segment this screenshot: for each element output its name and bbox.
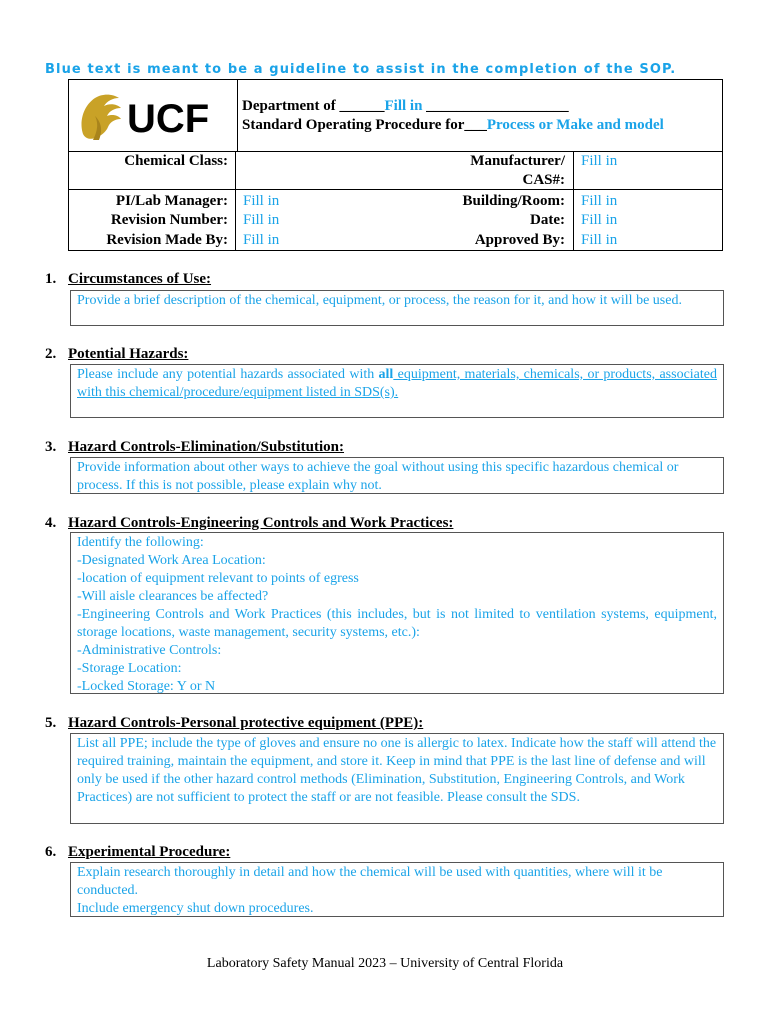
section-2-title: 2. Potential Hazards: [45,346,189,362]
revision-by-value[interactable]: Fill in [243,232,280,248]
pi-label: PI/Lab Manager: [115,193,228,209]
pi-value[interactable]: Fill in [243,193,280,209]
date-value[interactable]: Fill in [581,212,618,228]
logo-cell [69,80,238,151]
section-5-box[interactable]: List all PPE; include the type of gloves and ensure no one is allergic to latex. Indicate how the staff will attend the required training, maintain the equipment, and store it. Keep in mind that PPE is the last line of defense and will only be used if the other hazard control methods (Elimination, Substitution, Engineering Controls, and Work Practices) are not sufficient to protect the staff or are not feasible. Please consult the SDS. [70,733,724,824]
manufacturer-label: Manufacturer/ [470,153,565,169]
title-cell [237,80,722,151]
section-4-box[interactable]: Identify the following: -Designated Work Area Location: -location of equipment relevant to points of egress -Will aisle clearances be affected? -Engineering Controls and Work Practices (this includes, but is not limited to ventilation systems, equipment, storage locations, waste management, security systems, etc.): -Administrative Controls: -Storage Location: -Locked Storage: Y or N [70,532,724,694]
section-6-title: 6. Experimental Procedure: [45,844,231,860]
page-footer: Laboratory Safety Manual 2023 – University of Central Florida [206,956,564,971]
section-1-box[interactable]: Provide a brief description of the chemical, equipment, or process, the reason for it, and how it will be used. [70,290,724,326]
ucf-logo [77,88,227,144]
svg-text:UCF: UCF [127,97,210,141]
section-5-title: 5. Hazard Controls-Personal protective equipment (PPE): [45,715,424,731]
chemical-class-label: Chemical Class: [124,153,228,169]
building-value[interactable]: Fill in [581,193,618,209]
approved-label: Approved By: [474,232,565,248]
cas-label: CAS#: [522,172,565,188]
date-label: Date: [530,212,565,228]
building-label: Building/Room: [462,193,565,209]
manufacturer-value[interactable]: Fill in [581,153,618,169]
department-fill[interactable]: Fill in [384,98,423,114]
section-4-title: 4. Hazard Controls-Engineering Controls and Work Practices: [45,515,454,531]
pegasus-icon [82,95,122,140]
section-2-box[interactable]: Please include any potential hazards associated with all equipment, materials, chemicals, or products, associated with this chemical/procedure/equipment listed in SDS(s). [70,364,724,418]
section-3-box[interactable]: Provide information about other ways to achieve the goal without using this specific hazardous chemical or process. If this is not possible, please explain why not. [70,457,724,494]
revision-number-value[interactable]: Fill in [243,212,280,228]
section-1-title: 1. Circumstances of Use: [45,271,212,287]
revision-number-label: Revision Number: [110,212,228,228]
guideline-note: Blue text is meant to be a guideline to assist in the completion of the SOP. [45,62,677,77]
sop-fill[interactable]: Process or Make and model [486,117,664,133]
section-3-title: 3. Hazard Controls-Elimination/Substitution: [45,439,345,455]
section-6-box[interactable]: Explain research thoroughly in detail and how the chemical will be used with quantities, where will it be conducted. Include emergency shut down procedures. [70,862,724,917]
revision-by-label: Revision Made By: [106,232,228,248]
sop-line: Standard Operating Procedure for___Process or Make and model [242,117,664,133]
sop-header-table [68,79,723,251]
department-line: Department of ______Fill in ___________________ [242,98,569,114]
approved-value[interactable]: Fill in [581,232,618,248]
